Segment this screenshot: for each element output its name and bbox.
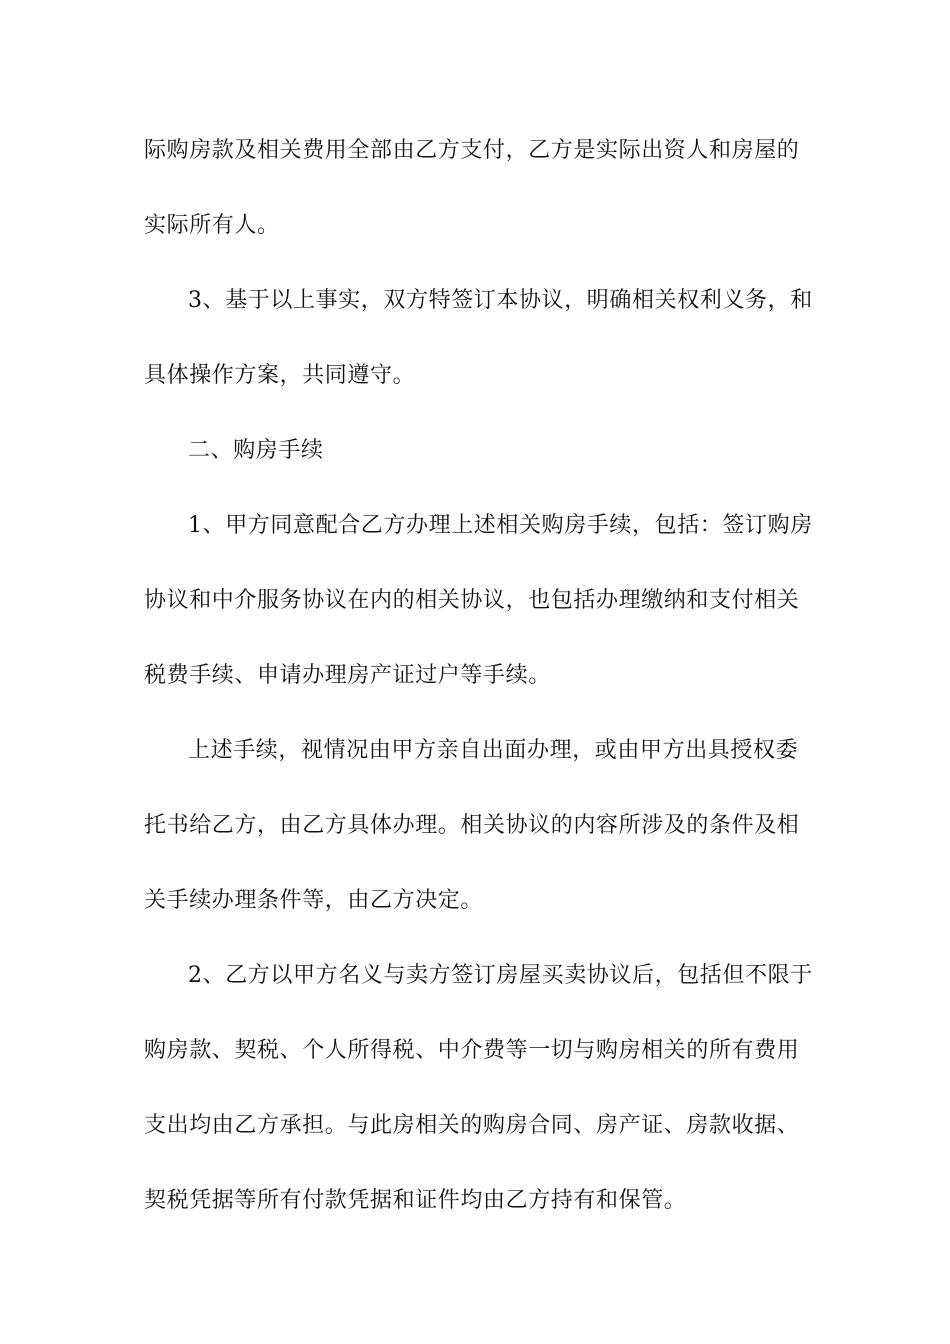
text-line: 契税凭据等所有付款凭据和证件均由乙方持有和保管。 — [144, 1188, 687, 1213]
section-heading: 二、购房手续 — [188, 438, 324, 463]
text-line: 1、甲方同意配合乙方办理上述相关购房手续，包括：签订购房 — [188, 513, 813, 538]
text-line: 具体操作方案，共同遵守。 — [144, 363, 416, 388]
text-line: 关手续办理条件等，由乙方决定。 — [144, 888, 484, 913]
text-line: 2、乙方以甲方名义与卖方签订房屋买卖协议后，包括但不限于 — [188, 963, 813, 988]
text-line: 托书给乙方，由乙方具体办理。相关协议的内容所涉及的条件及相 — [144, 813, 800, 838]
text-line: 际购房款及相关费用全部由乙方支付，乙方是实际出资人和房屋的 — [144, 138, 800, 163]
text-line: 上述手续，视情况由甲方亲自出面办理，或由甲方出具授权委 — [188, 738, 799, 763]
text-line: 3、基于以上事实，双方特签订本协议，明确相关权利义务，和 — [188, 288, 813, 313]
text-line: 购房款、契税、个人所得税、中介费等一切与购房相关的所有费用 — [144, 1038, 800, 1063]
text-line: 税费手续、申请办理房产证过户等手续。 — [144, 663, 551, 688]
text-line: 支出均由乙方承担。与此房相关的购房合同、房产证、房款收据、 — [144, 1113, 800, 1138]
text-line: 实际所有人。 — [144, 213, 280, 238]
text-line: 协议和中介服务协议在内的相关协议，也包括办理缴纳和支付相关 — [144, 588, 800, 613]
